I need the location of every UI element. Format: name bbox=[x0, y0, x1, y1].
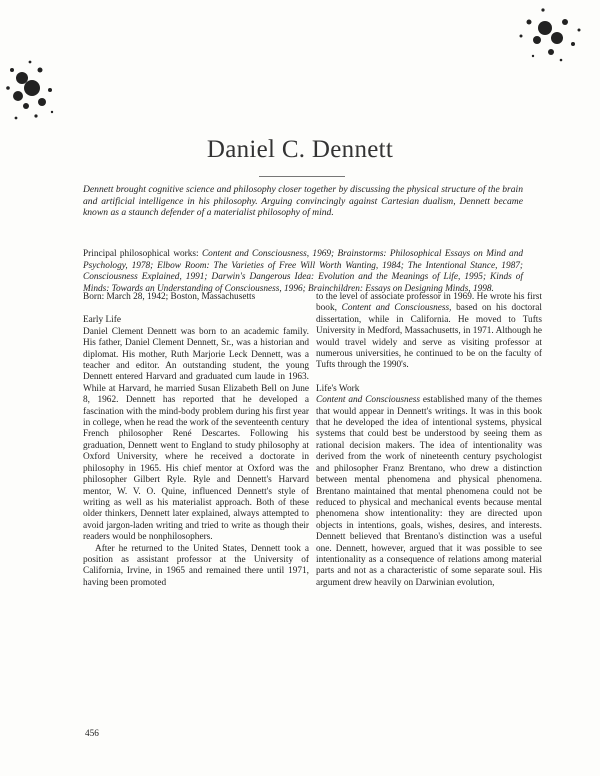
continued-text-pre: to the level of associate professor in 1969. He wrote his first book, bbox=[316, 292, 542, 314]
birth-info: Born: March 28, 1942; Boston, Massachusetts bbox=[83, 292, 256, 302]
section-heading-early-life: Early Life bbox=[83, 315, 121, 326]
page-number: 456 bbox=[85, 729, 99, 739]
page-title: Daniel C. Dennett bbox=[206, 136, 394, 163]
right-column bbox=[316, 292, 542, 589]
principal-works-titles: Content and Consciousness, 1969; Brainstorms: Philosophical Essays on Mind and Psychology, 1978; Elbow Room: The Varieties of Free Will Worth Wanting, 1984; The Intentional Stance, 1987; Consciousness Explained, 1991; Darwin's Dangerous Idea: Evolution and the Meanings of Life, 1995; Kinds of Minds: Towards an Understanding of Consciousness, 1996; Brainchildren: Essays on Designing Minds, 1998. bbox=[83, 249, 524, 294]
paragraph-early-life-2: After he returned to the United States, Dennett took a position as assistant professor at the University of California, Irvine, in 1965 and remained there until 1971, having been promoted bbox=[83, 543, 309, 588]
book-title-inline: Content and Consciousness bbox=[316, 395, 420, 406]
intro-summary: Dennett brought cognitive science and philosophy closer together by discussing the physical structure of the brain and artificial intelligence in his philosophy. Arguing convincingly against Cartesian dualism, Dennett became known as a staunch defender of a materialist philosophy of mind. bbox=[83, 184, 523, 219]
paragraph-continued bbox=[316, 292, 542, 372]
title-divider bbox=[259, 176, 345, 177]
ink-splatter-right bbox=[505, 0, 595, 75]
ink-splatter-left bbox=[0, 40, 70, 140]
paragraph-early-life-1: Daniel Clement Dennett was born to an academic family. His father, Daniel Clement Dennett, Sr., was a historian and diplomat. His mother, Ruth Marjorie Leck Dennett, was a teacher and editor. An outstanding student, the young Dennett entered Harvard and graduated cum laude in 1963. While at Harvard, he married Susan Elizabeth Bell on June 8, 1962. Dennett has reported that he developed a fascination with the mind-body problem during his first year in college, when he read the work of the seventeenth century French philosopher René Descartes. Following his graduation, Dennett went to England to study philosophy at Oxford University, where he received a doctorate in philosophy in 1965. His chief mentor at Oxford was the philosopher Gilbert Ryle. Ryle and Dennett's Harvard mentor, W. V. O. Quine, influenced Dennett's style of writing as well as his materialist approach. Both of these older thinkers, Dennett later explained, always attempted to avoid jargon-laden writing and tried to write as though their readers would be nonphilosophers. bbox=[83, 326, 309, 543]
continued-text-post: , based on his doctoral dissertation, while in California. He moved to Tufts University in Medford, Massachusetts, in 1971. Although he would travel widely and serve as visiting professor at numerous universities, he continued to be on the faculty of Tufts through the 1990's. bbox=[316, 303, 542, 371]
left-column bbox=[83, 292, 309, 589]
lifes-work-text: established many of the themes that would appear in Dennett's writings. It was in this book that he developed the idea of intentional systems, physical systems that could best be understood by seeing them as rational decision makers. The idea of intentionality was derived from the work of nineteenth century psychologist and philosopher Franz Brentano, who drew a distinction between mental phenomena and physical phenomena. Brentano maintained that mental phenomena could not be reduced to physical and mechanical events because mental phenomena show intentionality: they are directed upon objects in intentions, goals, wishes, desires, and interests. Dennett believed that Brentano's distinction was a useful one. Dennett, however, argued that it was possible to see intentionality as a consequence of relations among material parts and not as a characteristic of some separate soul. His argument drew heavily on Darwinian evolution, bbox=[316, 395, 542, 588]
paragraph-lifes-work bbox=[316, 395, 542, 589]
principal-works bbox=[83, 249, 523, 295]
book-title-content-and-consciousness: Content and Consciousness bbox=[341, 303, 450, 314]
section-heading-lifes-work: Life's Work bbox=[316, 383, 360, 394]
principal-works-heading: Principal philosophical works: bbox=[83, 249, 199, 259]
